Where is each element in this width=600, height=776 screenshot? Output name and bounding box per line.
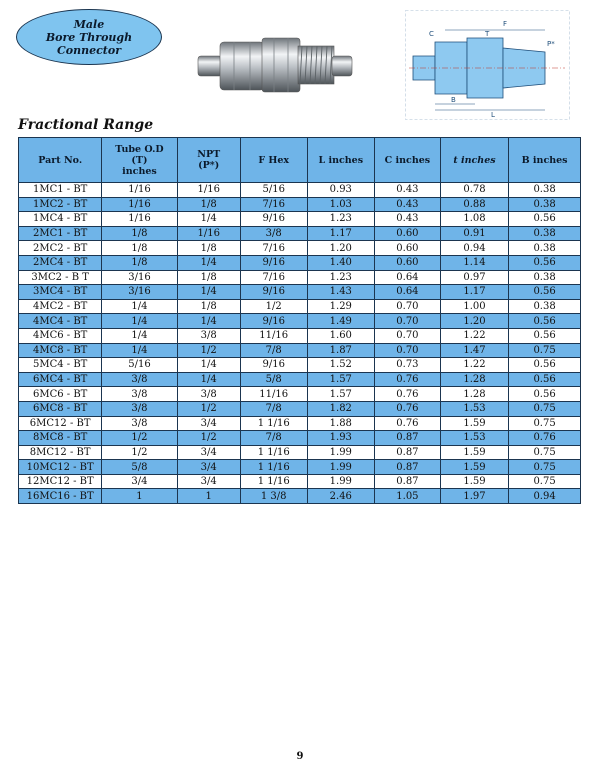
table-cell: 2.46 (307, 489, 374, 504)
table-row (19, 270, 581, 285)
table-cell: 1/16 (102, 183, 177, 198)
table-cell: 0.38 (509, 299, 581, 314)
drawing-label-c: C (429, 30, 434, 38)
photo-body-hex (262, 38, 300, 92)
table-cell: 1/2 (102, 431, 177, 446)
table-cell: 3/8 (177, 387, 240, 402)
col-header: NPT (P*) (177, 138, 240, 183)
table-cell: 7/16 (240, 270, 307, 285)
table-cell: 0.56 (509, 212, 581, 227)
table-cell: 1/4 (177, 255, 240, 270)
table-cell: 3/8 (102, 372, 177, 387)
table-row (19, 372, 581, 387)
table-cell: 7/8 (240, 431, 307, 446)
table-cell: 0.76 (375, 401, 441, 416)
table-cell: 1/4 (177, 285, 240, 300)
table-cell: 1.57 (307, 387, 374, 402)
table-cell: 2MC1 - BT (19, 226, 102, 241)
header-row (19, 138, 581, 183)
table-cell: 1.93 (307, 431, 374, 446)
table-cell: 1/4 (177, 372, 240, 387)
table-cell: 1.57 (307, 372, 374, 387)
table-cell: 1/8 (102, 226, 177, 241)
table-cell: 1/2 (240, 299, 307, 314)
table-cell: 1.53 (440, 431, 508, 446)
table-cell: 1 (177, 489, 240, 504)
table-row (19, 226, 581, 241)
table-cell: 0.78 (440, 183, 508, 198)
table-cell: 1.23 (307, 270, 374, 285)
page-number: 9 (296, 751, 304, 762)
table-cell: 3MC2 - B T (19, 270, 102, 285)
drawing-label-t: T (485, 30, 490, 38)
table-cell: 0.76 (375, 416, 441, 431)
photo-tube-stub (198, 56, 222, 76)
table-row (19, 489, 581, 504)
table-cell: 1.53 (440, 401, 508, 416)
table-cell: 1.17 (440, 285, 508, 300)
table-cell: 0.76 (375, 372, 441, 387)
table-cell: 1.59 (440, 445, 508, 460)
table-cell: 3/8 (102, 416, 177, 431)
table-cell: 0.43 (375, 197, 441, 212)
col-header: L inches (307, 138, 374, 183)
table-cell: 0.56 (509, 285, 581, 300)
table-cell: 6MC6 - BT (19, 387, 102, 402)
table-cell: 1/8 (177, 270, 240, 285)
table-cell: 3/4 (177, 445, 240, 460)
table-cell: 0.60 (375, 241, 441, 256)
table-cell: 1.28 (440, 372, 508, 387)
table-cell: 1/2 (177, 343, 240, 358)
table-cell: 0.56 (509, 328, 581, 343)
table-cell: 10MC12 - BT (19, 460, 102, 475)
table-cell: 0.38 (509, 197, 581, 212)
table-cell: 1.17 (307, 226, 374, 241)
table-cell: 1/4 (102, 343, 177, 358)
table-cell: 0.87 (375, 445, 441, 460)
col-header: Part No. (19, 138, 102, 183)
table-cell: 1.40 (307, 255, 374, 270)
table-cell: 4MC2 - BT (19, 299, 102, 314)
table-cell: 1/4 (102, 314, 177, 329)
drawing-label-f: F (503, 20, 508, 28)
table-cell: 7/8 (240, 401, 307, 416)
table-cell: 1/8 (102, 241, 177, 256)
table-cell: 3/4 (177, 474, 240, 489)
table-cell: 0.75 (509, 460, 581, 475)
table-cell: 1 3/8 (240, 489, 307, 504)
table-cell: 0.38 (509, 183, 581, 198)
table-row (19, 416, 581, 431)
table-cell: 3/16 (102, 270, 177, 285)
table-cell: 1 1/16 (240, 474, 307, 489)
table-cell: 1 1/16 (240, 416, 307, 431)
table-cell: 5/8 (240, 372, 307, 387)
table-body (19, 183, 581, 504)
table-cell: 1.52 (307, 358, 374, 373)
table-cell: 0.75 (509, 416, 581, 431)
table-row (19, 328, 581, 343)
table-row (19, 255, 581, 270)
table-cell: 1.14 (440, 255, 508, 270)
table-cell: 16MC16 - BT (19, 489, 102, 504)
drawing-label-b: B (451, 96, 456, 104)
drawing-label-p: P* (547, 40, 555, 48)
table-cell: 1.08 (440, 212, 508, 227)
table-cell: 1.43 (307, 285, 374, 300)
table-cell: 0.64 (375, 285, 441, 300)
connector-photo (196, 28, 356, 98)
table-cell: 1.99 (307, 474, 374, 489)
table-cell: 1 (102, 489, 177, 504)
table-cell: 3/16 (102, 285, 177, 300)
table-row (19, 358, 581, 373)
table-cell: 3/8 (102, 401, 177, 416)
photo-nut (220, 42, 264, 90)
table-cell: 1/2 (177, 401, 240, 416)
table-cell: 1.49 (307, 314, 374, 329)
table-cell: 5/16 (102, 358, 177, 373)
table-cell: 0.97 (440, 270, 508, 285)
table-cell: 3/8 (102, 387, 177, 402)
table-cell: 6MC12 - BT (19, 416, 102, 431)
table-cell: 0.75 (509, 445, 581, 460)
table-row (19, 299, 581, 314)
table-cell: 1.23 (307, 212, 374, 227)
table-cell: 0.76 (509, 431, 581, 446)
table-cell: 0.56 (509, 314, 581, 329)
table-cell: 0.93 (307, 183, 374, 198)
table-cell: 0.60 (375, 226, 441, 241)
table-cell: 3/4 (177, 460, 240, 475)
table-cell: 0.43 (375, 212, 441, 227)
table-cell: 12MC12 - BT (19, 474, 102, 489)
table-cell: 1/2 (177, 431, 240, 446)
product-name-badge (16, 9, 162, 65)
table-cell: 6MC8 - BT (19, 401, 102, 416)
table-cell: 1.82 (307, 401, 374, 416)
table-cell: 3/4 (102, 474, 177, 489)
table-cell: 4MC6 - BT (19, 328, 102, 343)
table-cell: 1 1/16 (240, 460, 307, 475)
table-cell: 1/16 (102, 212, 177, 227)
table-cell: 0.73 (375, 358, 441, 373)
table-cell: 1/4 (177, 314, 240, 329)
table-cell: 5MC4 - BT (19, 358, 102, 373)
badge-line-3: Connector (57, 43, 121, 57)
table-cell: 1.28 (440, 387, 508, 402)
col-header: C inches (375, 138, 441, 183)
table-row (19, 343, 581, 358)
table-row (19, 314, 581, 329)
table-cell: 1.99 (307, 460, 374, 475)
table-cell: 6MC4 - BT (19, 372, 102, 387)
table-cell: 3/8 (177, 328, 240, 343)
table-cell: 0.75 (509, 401, 581, 416)
table-row (19, 460, 581, 475)
table-cell: 9/16 (240, 212, 307, 227)
table-cell: 0.88 (440, 197, 508, 212)
table-cell: 1/4 (102, 299, 177, 314)
table-cell: 7/8 (240, 343, 307, 358)
badge-line-2: Bore Through (45, 30, 133, 44)
table-cell: 4MC4 - BT (19, 314, 102, 329)
table-cell: 3/8 (240, 226, 307, 241)
table-cell: 0.70 (375, 299, 441, 314)
table-cell: 0.87 (375, 431, 441, 446)
col-header: t inches (440, 138, 508, 183)
table-row (19, 197, 581, 212)
table-cell: 9/16 (240, 285, 307, 300)
table-cell: 9/16 (240, 358, 307, 373)
table-cell: 0.56 (509, 372, 581, 387)
table-cell: 1/8 (177, 241, 240, 256)
table-cell: 7/16 (240, 241, 307, 256)
table-cell: 1MC1 - BT (19, 183, 102, 198)
table-cell: 0.60 (375, 255, 441, 270)
table-cell: 1.60 (307, 328, 374, 343)
table-cell: 5/8 (102, 460, 177, 475)
badge-line-1: Male (73, 17, 105, 31)
table-cell: 0.70 (375, 314, 441, 329)
table-row (19, 387, 581, 402)
table-cell: 1.29 (307, 299, 374, 314)
table-cell: 0.94 (440, 241, 508, 256)
col-header: B inches (509, 138, 581, 183)
table-cell: 0.70 (375, 343, 441, 358)
table-cell: 1MC4 - BT (19, 212, 102, 227)
table-cell: 1.22 (440, 328, 508, 343)
table-row (19, 183, 581, 198)
table-cell: 0.56 (509, 255, 581, 270)
table-cell: 1MC2 - BT (19, 197, 102, 212)
table-row (19, 241, 581, 256)
table-cell: 1/8 (177, 299, 240, 314)
table-cell: 3MC4 - BT (19, 285, 102, 300)
table-cell: 0.38 (509, 226, 581, 241)
table-cell: 1.59 (440, 474, 508, 489)
table-cell: 0.38 (509, 241, 581, 256)
table-row (19, 474, 581, 489)
table-cell: 1/16 (177, 226, 240, 241)
table-cell: 11/16 (240, 328, 307, 343)
table-cell: 1.22 (440, 358, 508, 373)
table-cell: 4MC8 - BT (19, 343, 102, 358)
table-cell: 1.47 (440, 343, 508, 358)
table-cell: 2MC4 - BT (19, 255, 102, 270)
table-cell: 11/16 (240, 387, 307, 402)
table-cell: 1/2 (102, 445, 177, 460)
table-cell: 1.03 (307, 197, 374, 212)
table-cell: 1/16 (177, 183, 240, 198)
table-cell: 1.88 (307, 416, 374, 431)
table-cell: 0.76 (375, 387, 441, 402)
section-title: Fractional Range (18, 117, 154, 133)
col-header: Tube O.D (T) inches (102, 138, 177, 183)
table-cell: 1/16 (102, 197, 177, 212)
table-cell: 1/4 (177, 212, 240, 227)
table-row (19, 431, 581, 446)
table-cell: 8MC12 - BT (19, 445, 102, 460)
table-cell: 1.20 (307, 241, 374, 256)
dimension-drawing (405, 10, 570, 120)
table-cell: 0.87 (375, 474, 441, 489)
table-cell: 1.20 (440, 314, 508, 329)
drawing-label-l: L (491, 111, 495, 119)
table-cell: 1.05 (375, 489, 441, 504)
table-cell: 0.56 (509, 387, 581, 402)
table-cell: 9/16 (240, 314, 307, 329)
table-cell: 0.64 (375, 270, 441, 285)
table-row (19, 445, 581, 460)
table-cell: 1.59 (440, 416, 508, 431)
table-cell: 1.87 (307, 343, 374, 358)
table-cell: 1.00 (440, 299, 508, 314)
table-cell: 0.75 (509, 474, 581, 489)
table-cell: 1/4 (102, 328, 177, 343)
table-cell: 0.43 (375, 183, 441, 198)
table-cell: 1.97 (440, 489, 508, 504)
table-cell: 1/8 (102, 255, 177, 270)
table-row (19, 285, 581, 300)
photo-tube-end (332, 56, 352, 76)
table-cell: 5/16 (240, 183, 307, 198)
table-cell: 0.87 (375, 460, 441, 475)
table-cell: 8MC8 - BT (19, 431, 102, 446)
table-row (19, 401, 581, 416)
table-cell: 3/4 (177, 416, 240, 431)
table-cell: 1 1/16 (240, 445, 307, 460)
table-cell: 9/16 (240, 255, 307, 270)
table-cell: 1.99 (307, 445, 374, 460)
table-cell: 1/4 (177, 358, 240, 373)
table-cell: 0.70 (375, 328, 441, 343)
table-cell: 0.56 (509, 358, 581, 373)
table-cell: 0.75 (509, 343, 581, 358)
table-cell: 7/16 (240, 197, 307, 212)
table-cell: 1.59 (440, 460, 508, 475)
table-cell: 0.38 (509, 270, 581, 285)
table-cell: 2MC2 - BT (19, 241, 102, 256)
table-cell: 0.94 (509, 489, 581, 504)
table-row (19, 212, 581, 227)
table-cell: 1/8 (177, 197, 240, 212)
spec-table (18, 137, 581, 504)
col-header: F Hex (240, 138, 307, 183)
table-cell: 0.91 (440, 226, 508, 241)
